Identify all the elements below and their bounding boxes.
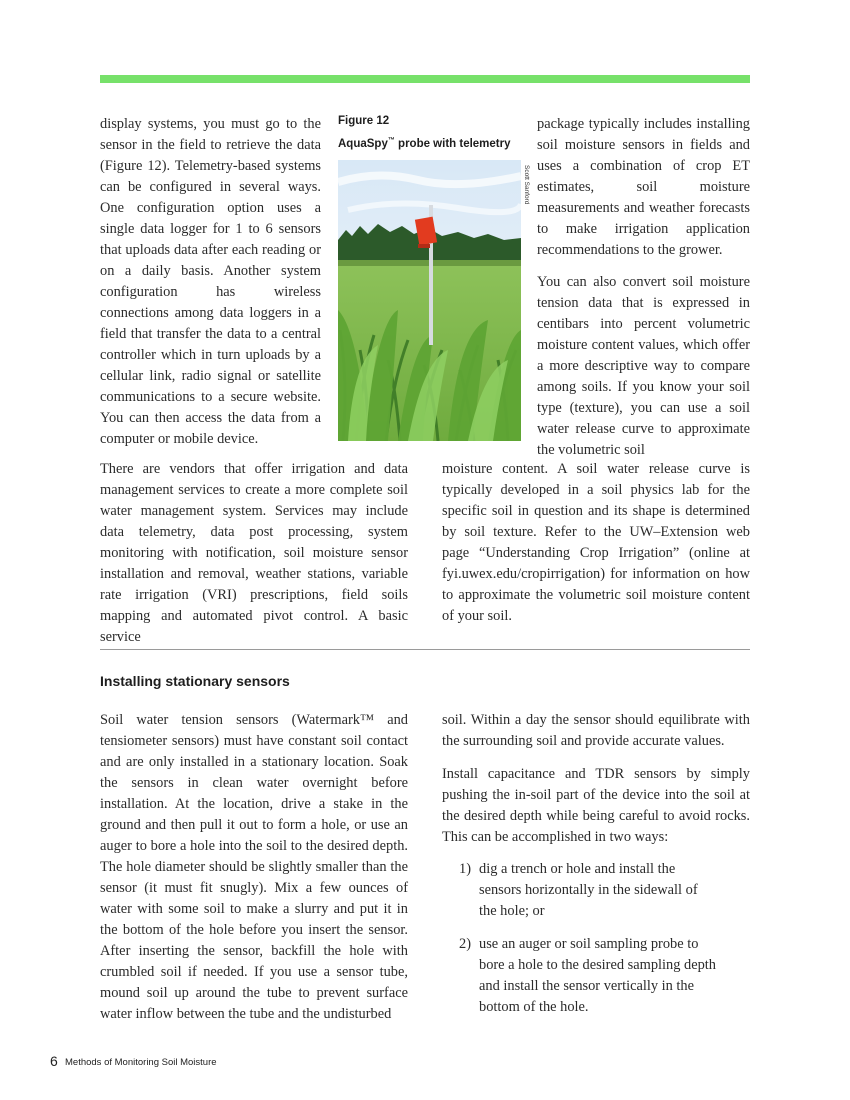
paragraph-service-package: package typically includes installing soil moisture sensors in fields and uses a combination of crop ET estimates, soil moisture measurements and weather forecasts to make irrigation application recommendations to the grower.	[537, 116, 750, 258]
page-number: 6	[50, 1053, 58, 1069]
list-text: use an auger or soil sampling probe to bore a hole to the desired sampling depth and install the sensor vertically in the bottom of the hole.	[479, 936, 716, 1015]
body-paragraph-convert	[537, 272, 750, 461]
body-paragraph-1	[100, 114, 321, 450]
paragraph-capacitance: Install capacitance and TDR sensors by simply pushing the in-soil part of the device into the soil at the desired depth while being careful to avoid rocks. This can be accomplished in two ways:	[442, 766, 750, 845]
paragraph-telemetry: display systems, you must go to the sensor in the field to retrieve the data (Figure 12). Telemetry-based systems can be configured in several ways. One configuration option uses a single data logger for 1 to 6 sensors that uploads data after each reading or on a daily basis. Another system configuration has wireless connections among data loggers in a field that transfer the data to a central controller which in turn uploads by a cellular link, radio signal or satellite communications to a secure website. You can then access the data from a computer or mobile device.	[100, 116, 321, 447]
figure-label: Figure 12	[338, 115, 390, 127]
photo-credit: Scott Sanford	[523, 165, 530, 205]
body-paragraph-equilibrate	[442, 710, 750, 752]
list-item	[459, 934, 717, 1018]
figure-caption	[338, 112, 528, 154]
paragraph-tension-install: Soil water tension sensors (Watermark™ and tensiometer sensors) must have constant soil contact and are only installed in a stationary location. Soak the sensors in clean water overnight before installation. At the location, drive a stake in the ground and then pull it out to form a hole, or use an auger to bore a hole into the soil to the desired depth. The hole diameter should be slightly smaller than the sensor (it must fit snugly). Mix a few ounces of water with some soil to make a slurry and put it in the bottom of the hole before you insert the sensor. After inserting the sensor, backfill the hole with crumbled soil if needed. If you use a sensor tube, mound soil up around the tube to prevent surface water inflow between the tube and the undisturbed	[100, 712, 408, 1022]
body-paragraph-vendors	[100, 459, 408, 648]
body-paragraph-capacitance	[442, 764, 750, 848]
list-number: 1)	[459, 861, 471, 877]
list-item	[459, 859, 717, 922]
list-number: 2)	[459, 936, 471, 952]
footer-title: Methods of Monitoring Soil Moisture	[65, 1057, 217, 1068]
paragraph-equilibrate: soil. Within a day the sensor should equilibrate with the surrounding soil and provide accurate values.	[442, 712, 750, 749]
body-paragraph-tension-sensors	[100, 710, 408, 1025]
paragraph-release-curve: moisture content. A soil water release curve is typically developed in a soil physics lab for the specific soil in question and its shape is determined by soil texture. Refer to the UW–Extension web page “Understanding Crop Irrigation” (online at fyi.uwex.edu/cropirrigation) for information on how to approximate the volumetric soil moisture content of your soil.	[442, 461, 750, 624]
figure-photo	[338, 160, 521, 441]
paragraph-vendors: There are vendors that offer irrigation and data management services to create a more complete soil water management system. Services may include data telemetry, data post processing, system monitoring with notification, soil moisture sensor installation and removal, weather stations, variable rate irrigation (VRI) prescriptions, field soils mapping and automated pivot control. A basic service	[100, 461, 408, 645]
top-accent-bar	[100, 75, 750, 83]
section-heading: Installing stationary sensors	[100, 673, 290, 689]
body-paragraph-release-curve	[442, 459, 750, 627]
body-paragraph-service	[537, 114, 750, 261]
section-divider	[100, 649, 750, 650]
list-text: dig a trench or hole and install the sensors horizontally in the sidewall of the hole; or	[479, 861, 698, 919]
figure-title: AquaSpy™ probe with telemetry	[338, 137, 511, 150]
paragraph-convert-tension: You can also convert soil moisture tension data that is expressed in centibars into percent volumetric moisture content values, which offer a more descriptive way to compare among soils. If you know your soil type (texture), you can use a soil water release curve to approximate the volumetric soil	[537, 274, 750, 458]
